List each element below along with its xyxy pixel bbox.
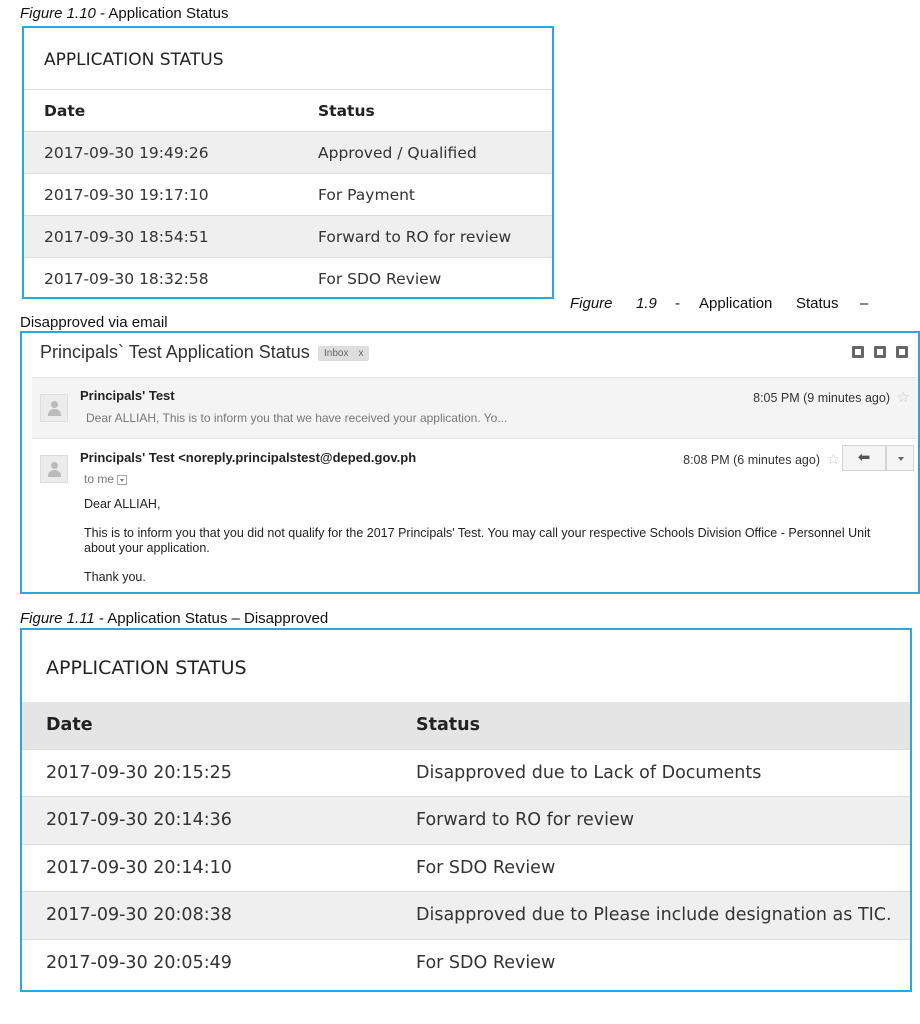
row-status: For Payment — [318, 185, 416, 204]
table-row — [22, 940, 910, 988]
avatar — [40, 455, 68, 483]
figure-number: Figure 1.11 — [20, 610, 95, 627]
figure-title: - Application Status — [95, 5, 229, 22]
reply-icon: ⬅ — [857, 449, 871, 466]
row-date: 2017-09-30 20:05:49 — [46, 953, 232, 974]
table-row — [24, 132, 552, 174]
caption-word: Application — [699, 295, 773, 312]
row-status: For SDO Review — [416, 953, 556, 974]
caption-separator: - — [675, 295, 680, 312]
inbox-label-chip[interactable] — [318, 346, 369, 361]
reply-button[interactable] — [842, 445, 886, 471]
sender-name: Principals' Test <noreply.principalstest@deped.gov.ph — [80, 450, 417, 465]
table-title: APPLICATION STATUS — [24, 28, 552, 90]
figure-caption-1-11 — [20, 610, 328, 627]
table-header-row — [22, 702, 910, 750]
print-icon[interactable] — [874, 346, 886, 358]
header-date: Date — [46, 715, 93, 736]
recipient-text: to me — [84, 472, 115, 486]
application-status-table-disapproved — [20, 628, 912, 992]
row-status: Approved / Qualified — [318, 143, 477, 162]
row-date: 2017-09-30 20:08:38 — [46, 905, 232, 926]
email-subject: Principals` Test Application Status — [40, 342, 310, 362]
avatar — [40, 394, 68, 422]
row-date: 2017-09-30 18:32:58 — [44, 270, 209, 288]
more-options-button[interactable] — [886, 445, 914, 471]
table-row — [24, 174, 552, 216]
figure-caption-1-9-line2: Disapproved via email — [20, 314, 168, 331]
table-title: APPLICATION STATUS — [46, 657, 247, 679]
row-status: For SDO Review — [416, 857, 556, 878]
remove-label-icon[interactable]: x — [358, 348, 364, 359]
row-status: Forward to RO for review — [416, 810, 635, 831]
archive-icon[interactable] — [852, 346, 864, 358]
row-date: 2017-09-30 20:14:10 — [46, 857, 232, 878]
email-toolbar — [852, 346, 908, 358]
caption-dash: – — [860, 295, 869, 312]
table-row — [24, 216, 552, 258]
greeting: Dear ALLIAH, — [84, 497, 161, 511]
figure-title: - Application Status – Disapproved — [94, 610, 329, 627]
message-snippet: Dear ALLIAH, This is to inform you that we have received your application. Yo... — [86, 411, 508, 425]
table-row — [22, 797, 910, 845]
chevron-down-icon[interactable] — [117, 475, 127, 485]
application-status-table-approved — [22, 26, 554, 299]
message-body — [84, 497, 902, 594]
row-status: Disapproved due to Lack of Documents — [416, 762, 762, 783]
figure-number: Figure 1.10 — [20, 5, 96, 22]
header-status: Status — [416, 715, 481, 736]
row-date: 2017-09-30 18:54:51 — [44, 227, 209, 246]
star-icon[interactable]: ☆ — [826, 451, 840, 468]
expanded-message — [32, 439, 918, 592]
sender-name: Principals' Test — [80, 388, 175, 403]
row-date: 2017-09-30 20:14:36 — [46, 810, 232, 831]
row-date: 2017-09-30 19:17:10 — [44, 185, 209, 204]
caption-word: Status — [796, 295, 839, 312]
row-status: Forward to RO for review — [318, 227, 512, 246]
figure-number: Figure — [570, 295, 613, 312]
label-text: Inbox — [324, 348, 349, 359]
row-status: For SDO Review — [318, 270, 442, 288]
collapsed-message[interactable] — [32, 377, 918, 439]
message-time: 8:08 PM (6 minutes ago) — [683, 453, 820, 467]
email-thread-panel — [20, 331, 920, 594]
new-window-icon[interactable] — [896, 346, 908, 358]
row-date: 2017-09-30 19:49:26 — [44, 143, 209, 162]
closing: Thank you. — [84, 570, 146, 584]
table-row — [22, 750, 910, 798]
table-row — [22, 892, 910, 940]
figure-caption-1-10 — [20, 5, 228, 22]
recipient-line[interactable] — [84, 472, 127, 486]
message-time: 8:05 PM (9 minutes ago) — [753, 391, 890, 405]
star-icon[interactable]: ☆ — [896, 389, 910, 406]
row-date: 2017-09-30 20:15:25 — [46, 762, 232, 783]
table-row — [22, 845, 910, 893]
row-status: Disapproved due to Please include designation as TIC. — [416, 905, 892, 926]
table-header-row — [24, 90, 552, 132]
header-date: Date — [44, 101, 86, 120]
body-paragraph: This is to inform you that you did not qualify for the 2017 Principals' Test. You may call your respective Schools Division Office - Personnel Unit about your application. — [84, 526, 871, 555]
table-row — [24, 258, 552, 299]
figure-number-value: 1.9 — [636, 295, 657, 312]
header-status: Status — [318, 101, 375, 120]
